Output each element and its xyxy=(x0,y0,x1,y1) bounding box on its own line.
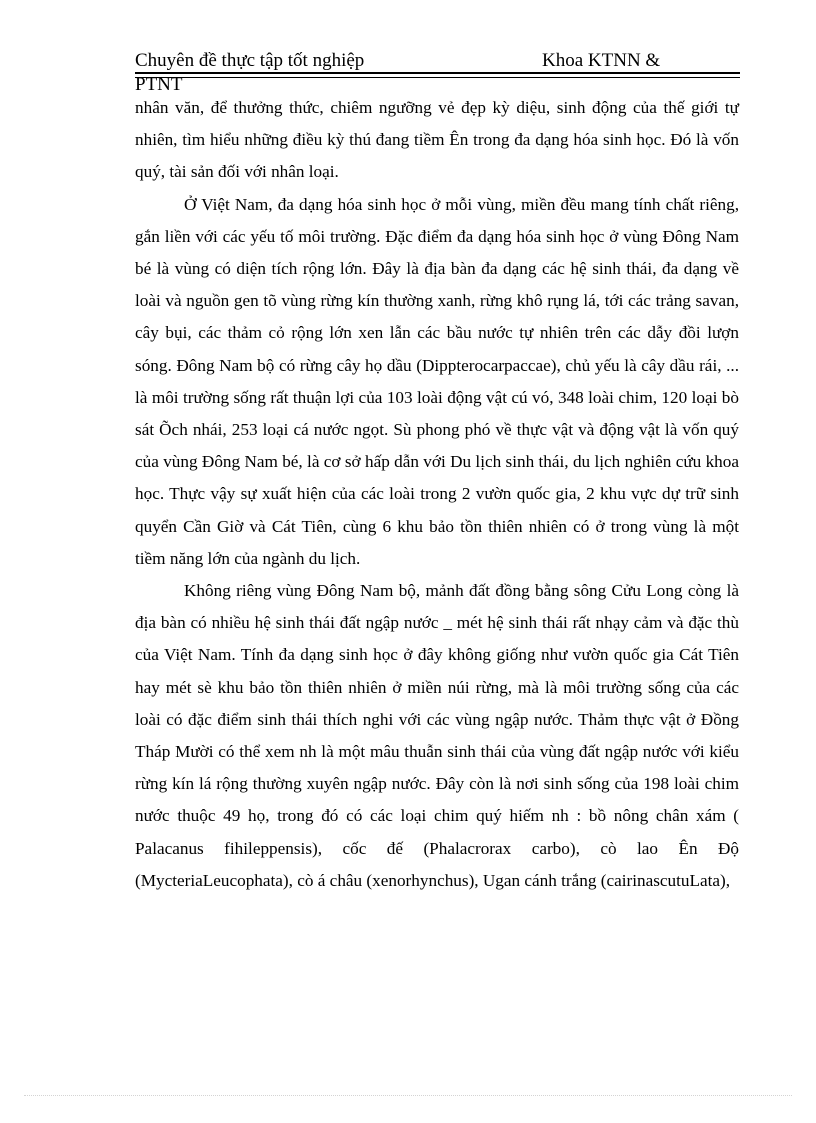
document-body xyxy=(135,92,739,897)
header-divider-thin xyxy=(135,77,740,78)
header-document-title: Chuyên đề thực tập tốt nghiệp xyxy=(135,50,365,71)
page-bottom-border xyxy=(24,1095,792,1096)
header-faculty: Khoa KTNN & xyxy=(542,50,661,71)
paragraph-continuation: nhân văn, để thưởng thức, chiêm ngưỡng vẻ đẹp kỳ diệu, sinh động của thế giới tự nhiên, tìm hiểu những điều kỳ thú đang tiềm Ên trong đa dạng hóa sinh học. Đó là vốn quý, tài sản đối với nhân loại. xyxy=(135,98,739,182)
header-faculty-overflow: PTNT xyxy=(135,74,183,95)
header-divider xyxy=(135,72,740,74)
paragraph-vietnam-biodiversity: Ở Việt Nam, đa dạng hóa sinh học ở mỗi vùng, miền đều mang tính chất riêng, gắn liền với các yếu tố môi trường. Đặc điểm đa dạng hóa sinh học ở vùng Đông Nam bé là vùng có diện tích rộng lớn. Đây là địa bàn đa dạng các hệ sinh thái, đa dạng về loài và nguồn gen tõ vùng rừng kín thường xanh, rừng khô rụng lá, tới các trảng savan, cây bụi, các thảm cỏ rộng lớn xen lẫn các bầu nước tự nhiên trên các dẫy đồi lượn sóng. Đông Nam bộ có rừng cây họ dầu (Dippterocarpaccae), chủ yếu là cây dầu rái, ... là môi trường sống rất thuận lợi của 103 loài động vật cú vó, 348 loài chim, 120 loại bò sát Õch nhái, 253 loại cá nước ngọt. Sù phong phó về thực vật và động vật là vốn quý của vùng Đông Nam bé, là cơ sở hấp dẫn với Du lịch sinh thái, du lịch nghiên cứu khoa học. Thực vậy sự xuất hiện của các loài trong 2 vườn quốc gia, 2 khu vực dự trữ sinh quyển Cần Giờ và Cát Tiên, cùng 6 khu bảo tồn thiên nhiên có ở trong vùng là một tiềm năng lớn của ngành du lịch. xyxy=(135,194,739,568)
paragraph-mekong-delta: Không riêng vùng Đông Nam bộ, mảnh đất đồng bằng sông Cửu Long còng là địa bàn có nhiều hệ sinh thái đất ngập nước _ mét hệ sinh thái rất nhạy cảm và đặc thù của Việt Nam. Tính đa dạng sinh học ở đây không giống như vườn quốc gia Cát Tiên hay mét sè khu bảo tồn thiên nhiên ở miền núi rừng, mà là môi trường sống của các loài có đặc điểm sinh thái thích nghi với các vùng ngập nước. Thảm thực vật ở Đồng Tháp Mười có thể xem nh là một mâu thuẫn sinh thái của vùng đất ngập nước với kiểu rừng kín lá rộng thường xuyên ngập nước. Đây còn là nơi sinh sống của 198 loài chim nước thuộc 49 họ, trong đó có các loại chim quý hiếm nh : bồ nông chân xám ( Palacanus fihileppensis), cốc đế (Phalacrorax carbo), cò lao Ên Độ (MycteriaLeucophata), cò á châu (xenorhynchus), Ugan cánh trắng (cairinascutuLata), xyxy=(135,581,739,890)
